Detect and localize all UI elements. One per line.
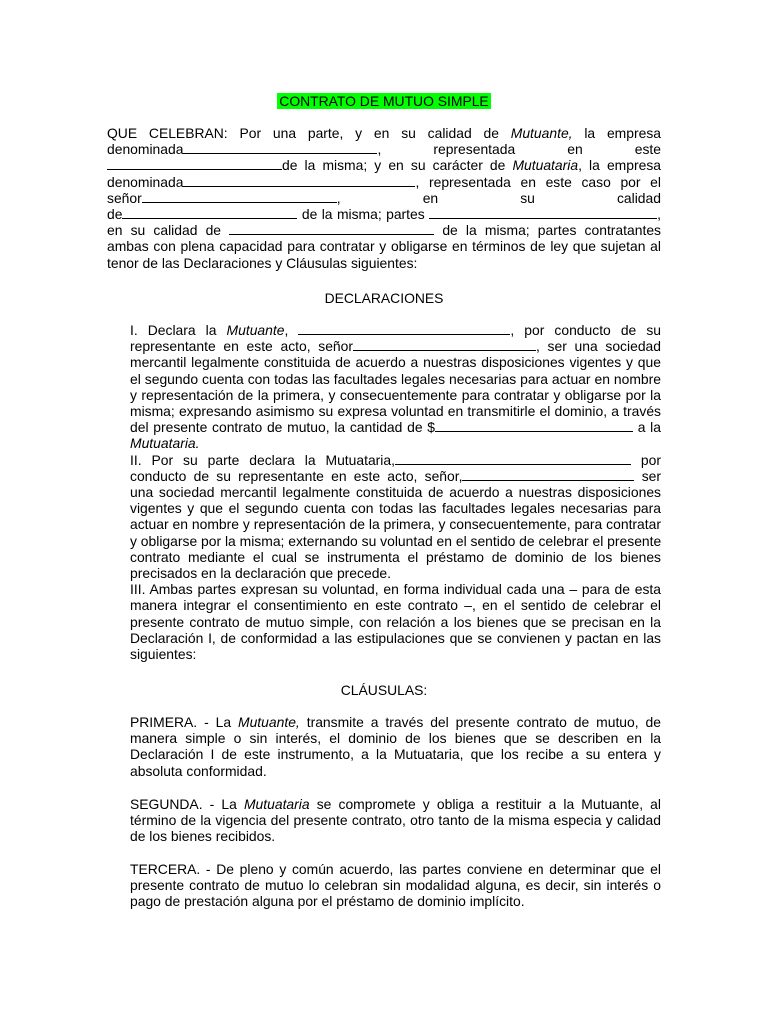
- intro-line: señor , en su calidad: [107, 189, 661, 206]
- blank-line: [183, 141, 377, 154]
- declaration-line: vigentes y que el segundo cuenta con todas las facultades legales necesarias para: [130, 500, 661, 517]
- blank-line: [462, 468, 634, 481]
- intro-line: tenor de las Declaraciones y Cláusulas siguientes:: [107, 254, 418, 271]
- intro-line: en su calidad de de la misma; partes contratantes: [107, 222, 661, 239]
- blank-line: [435, 419, 633, 432]
- clause-line: presente contrato de mutuo lo celebran sin modalidad alguna, es decir, sin interés o: [130, 877, 661, 894]
- declaration-line: del presente contrato de mutuo, la cantidad de $ a la: [130, 419, 661, 436]
- clausula-segunda: [130, 796, 661, 845]
- declaration-line: Declaración I, de conformidad a las estipulaciones que se convienen y pactan en las: [130, 629, 661, 646]
- clause-line: de los bienes recibidos.: [130, 828, 276, 845]
- declaration-line: I. Declara la Mutuante, , por conducto de su: [130, 322, 661, 338]
- intro-paragraph: [107, 125, 661, 271]
- clause-line: PRIMERA. - La Mutuante, transmite a través del presente contrato de mutuo, de: [130, 714, 661, 730]
- declaration-line: y representación de la primera, y consecuentemente para contratar y obligarse por la: [130, 386, 661, 403]
- intro-line: QUE CELEBRAN: Por una parte, y en su calidad de Mutuante, la empresa: [107, 125, 661, 141]
- declaration-line: manera integrar el consentimiento en este contrato –, en el sentido de celebrar el: [130, 597, 661, 614]
- blank-line: [142, 190, 337, 203]
- declaraciones-section: [130, 322, 661, 662]
- declaration-line: Mutuataria.: [130, 435, 200, 452]
- clause-line: SEGUNDA. - La Mutuataria se compromete y obliga a restituir a la Mutuante, al: [130, 796, 661, 812]
- declaration-line: misma; expresando asimismo su expresa voluntad en transmitirle el dominio, a través: [130, 403, 661, 420]
- declaration-line: siguientes:: [130, 646, 197, 663]
- declaration-line: y obligarse por la misma; externando su voluntad en el sentido de celebrar el presente: [130, 532, 662, 549]
- declaration-line: contrato mediante el cual se instrumenta el préstamo de dominio de los bienes: [130, 548, 661, 565]
- clausula-tercera: [130, 861, 661, 910]
- intro-line: de de la misma; partes ,: [107, 206, 661, 223]
- blank-line: [107, 157, 282, 170]
- intro-line: denominada , representada en este caso por el: [107, 173, 661, 190]
- clause-line: TERCERA. - De pleno y común acuerdo, las partes conviene en determinar que el: [130, 861, 661, 877]
- document-title: [0, 92, 768, 110]
- blank-line: [429, 206, 657, 219]
- blank-line: [298, 322, 510, 335]
- declaration-line: representante en este acto, señor , ser una sociedad: [130, 338, 661, 355]
- blank-line: [229, 222, 434, 235]
- blank-line: [122, 206, 297, 219]
- clause-line: Declaración I de este instrumento, a la Mutuataria, que los recibe a su entera y: [130, 746, 661, 763]
- intro-line: denominada , representada en este: [107, 141, 661, 158]
- clausula-primera: [130, 714, 661, 779]
- declaration-line: precisados en la declaración que precede.: [130, 565, 392, 582]
- intro-line: ambas con plena capacidad para contratar y obligarse en términos de ley que sujetan al: [107, 238, 661, 255]
- declaration-line: III. Ambas partes expresan su voluntad, en forma individual cada una – para de esta: [130, 581, 661, 598]
- declaration-line: actuar en nombre y representación de la primera, y consecuentemente, para contratar: [130, 516, 661, 533]
- clause-line: término de la vigencia del presente contrato, otro tanto de la misma especia y calidad: [130, 812, 661, 829]
- clause-line: manera simple o sin interés, el dominio de los bienes que se describen en la: [130, 730, 661, 747]
- intro-line: de la misma; y en su carácter de Mutuataria, la empresa: [107, 157, 661, 173]
- blank-line: [353, 338, 536, 351]
- clause-line: absoluta conformidad.: [130, 762, 267, 779]
- blank-line: [183, 174, 415, 187]
- declaration-line: una sociedad mercantil legalmente constituida de acuerdo a nuestras disposiciones: [130, 484, 661, 501]
- declaration-line: II. Por su parte declara la Mutuataria, por: [130, 451, 661, 468]
- clause-line: pago de prestación alguna por el préstamo de dominio implícito.: [130, 893, 525, 910]
- declaration-line: presente contrato de mutuo simple, con relación a los bienes que se precisan en la: [130, 613, 661, 630]
- declaration-line: conducto de su representante en este acto, señor, ser: [130, 467, 662, 484]
- declaration-line: mercantil legalmente constituida de acuerdo a nuestras disposiciones vigentes y que: [130, 354, 661, 371]
- blank-line: [395, 452, 631, 465]
- clausulas-heading: CLÁUSULAS:: [340, 682, 428, 698]
- declaraciones-heading: DECLARACIONES: [324, 290, 444, 306]
- declaration-line: el segundo cuenta con todas las facultades legales necesarias para actuar en nombre: [130, 370, 661, 387]
- title-highlight: CONTRATO DE MUTUO SIMPLE: [279, 93, 489, 109]
